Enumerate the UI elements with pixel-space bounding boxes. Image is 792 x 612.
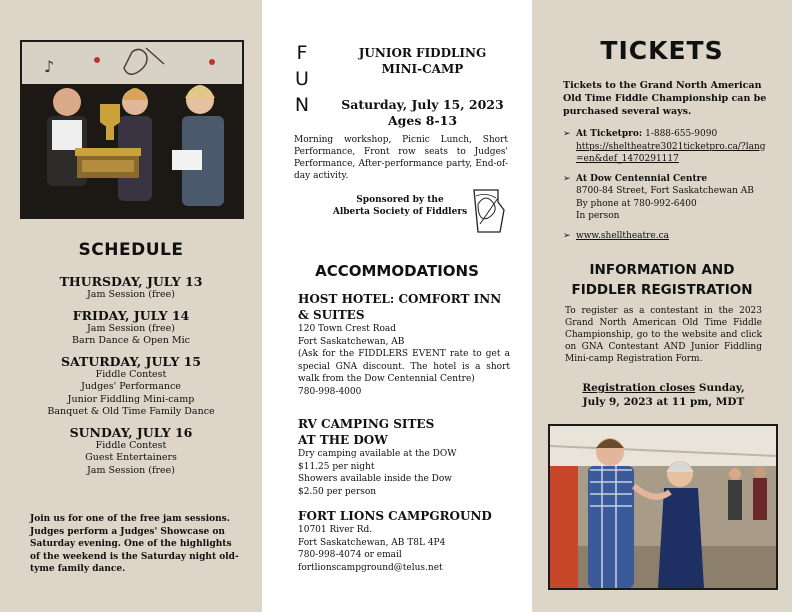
ticketpro-phone: 1-888-655-9090 — [645, 129, 718, 139]
lions-heading: FORT LIONS CAMPGROUND — [298, 509, 492, 523]
arrow-bullet-icon: ➢ — [563, 230, 571, 241]
event: Fiddle Contest — [95, 439, 167, 451]
event: Judges' Performance — [81, 381, 181, 392]
schedule-list — [0, 268, 262, 477]
fun-letter: F — [296, 42, 308, 64]
ticketpro-link[interactable]: https://sheltheatre3021ticketpro.ca/?lang=en&def_1470291117 — [576, 141, 766, 164]
event: Jam Session (free) — [87, 322, 175, 334]
event: Guest Entertainers — [85, 452, 177, 463]
day-label: SATURDAY, JULY 15 — [60, 353, 202, 369]
dow-centre-phone: By phone at 780-992-6400 — [576, 198, 697, 209]
dow-centre-address: 8700-84 Street, Fort Saskatchewan AB — [576, 186, 754, 196]
schedule-day — [0, 425, 262, 478]
schedule-day — [0, 354, 262, 419]
hotel-phone: 780-998-4000 — [298, 386, 362, 397]
day-label: FRIDAY, JULY 14 — [72, 307, 190, 323]
shelltheatre-link[interactable]: www.shelltheatre.ca — [576, 230, 670, 241]
arrow-bullet-icon: ➢ — [563, 129, 571, 139]
dow-line: Showers available inside the Dow — [298, 474, 453, 484]
dow-line: Dry camping available at the DOW — [298, 449, 457, 459]
lions-line: Fort Saskatchewan, AB T8L 4P4 — [298, 537, 446, 548]
fun-letter: N — [294, 94, 310, 116]
alberta-fiddlers-logo — [468, 186, 508, 236]
hotel-city: Fort Saskatchewan, AB — [298, 336, 405, 347]
ticket-option — [563, 128, 771, 166]
minicamp-ages: Ages 8-13 — [387, 113, 458, 128]
dow-centre-label: At Dow Centennial Centre — [576, 173, 708, 184]
registration-body: To register as a contestant in the 2023 Grand North American Old Time Fiddle Championship, go to the website and click on GNA Contestant AND Junior Fiddling Mini-camp Registration Form. — [565, 306, 762, 364]
registration-heading — [532, 260, 792, 300]
minicamp-title-line: JUNIOR FIDDLING — [358, 46, 487, 60]
event: Banquet & Old Time Family Dance — [47, 406, 215, 417]
lions-section — [298, 508, 510, 574]
dance-photo — [548, 424, 778, 590]
svg-text:♪: ♪ — [44, 57, 55, 76]
schedule-day — [0, 308, 262, 348]
hotel-note: (Ask for the FIDDLERS EVENT rate to get a special GNA discount. The hotel is a short walk from the Dow Centennial Centre) — [298, 349, 510, 384]
registration-deadline — [565, 381, 762, 409]
lions-line: 780-998-4074 or email — [298, 550, 402, 560]
event: Jam Session (free) — [87, 464, 175, 476]
sponsor-line: Alberta Society of Fiddlers — [332, 207, 468, 217]
event: Barn Dance & Open Mic — [72, 335, 190, 346]
fun-letter: U — [295, 68, 309, 90]
jam-note: Join us for one of the free jam sessions. Judges perform a Judges' Showcase on Saturday evening. One of the highlights of the weekend is the Saturday night old-tyme family dance. — [30, 514, 239, 574]
deadline-date: July 9, 2023 at 11 pm, MDT — [582, 396, 745, 408]
award-photo — [20, 40, 244, 219]
host-hotel-section — [298, 291, 510, 398]
registration-heading-line: FIDDLER REGISTRATION — [571, 282, 753, 298]
accommodations-heading: ACCOMMODATIONS — [315, 262, 479, 280]
minicamp-title — [320, 45, 525, 77]
dow-line: $2.50 per person — [298, 486, 377, 497]
fun-letters — [291, 40, 313, 118]
ticket-options — [563, 128, 771, 249]
host-hotel-heading: HOST HOTEL: COMFORT INN & SUITES — [298, 292, 502, 322]
minicamp-date — [320, 97, 525, 129]
day-label: SUNDAY, JULY 16 — [69, 424, 193, 440]
dow-heading: AT THE DOW — [298, 433, 388, 447]
dow-centre-inperson: In person — [576, 211, 620, 221]
registration-heading-line: INFORMATION AND — [589, 262, 735, 278]
ticket-option — [563, 173, 771, 223]
dow-line: $11.25 per night — [298, 461, 375, 472]
event: Fiddle Contest — [95, 368, 167, 380]
event: Jam Session (free) — [87, 289, 175, 300]
schedule-day — [0, 274, 262, 302]
sponsor-line: Sponsored by the — [356, 195, 444, 205]
tickets-intro: Tickets to the Grand North American Old Time Fiddle Championship can be purchased several ways. — [563, 80, 767, 117]
schedule-heading: SCHEDULE — [78, 240, 184, 260]
minicamp-date-line: Saturday, July 15, 2023 — [341, 97, 504, 112]
deadline-rest: Sunday, — [695, 382, 745, 394]
deadline-underlined: Registration closes — [582, 382, 696, 394]
ticket-option — [563, 230, 771, 243]
rv-heading: RV CAMPING SITES — [298, 417, 435, 431]
tickets-heading: TICKETS — [600, 36, 724, 65]
day-label: THURSDAY, JULY 13 — [59, 274, 203, 289]
rv-section — [298, 416, 510, 498]
ticketpro-label: At Ticketpro: — [576, 129, 643, 139]
hotel-address: 120 Town Crest Road — [298, 324, 397, 334]
sponsor-text — [330, 194, 470, 218]
event: Junior Fiddling Mini-camp — [67, 393, 195, 405]
arrow-bullet-icon: ➢ — [563, 173, 571, 184]
lions-email: fortlionscampground@telus.net — [298, 562, 443, 573]
minicamp-title-line: MINI-CAMP — [381, 62, 464, 76]
lions-line: 10701 River Rd. — [298, 525, 373, 535]
minicamp-description: Morning workshop, Picnic Lunch, Short Performance, Front row seats to Judges' Performance, After-performance party, End-of-day activity. — [294, 135, 508, 181]
